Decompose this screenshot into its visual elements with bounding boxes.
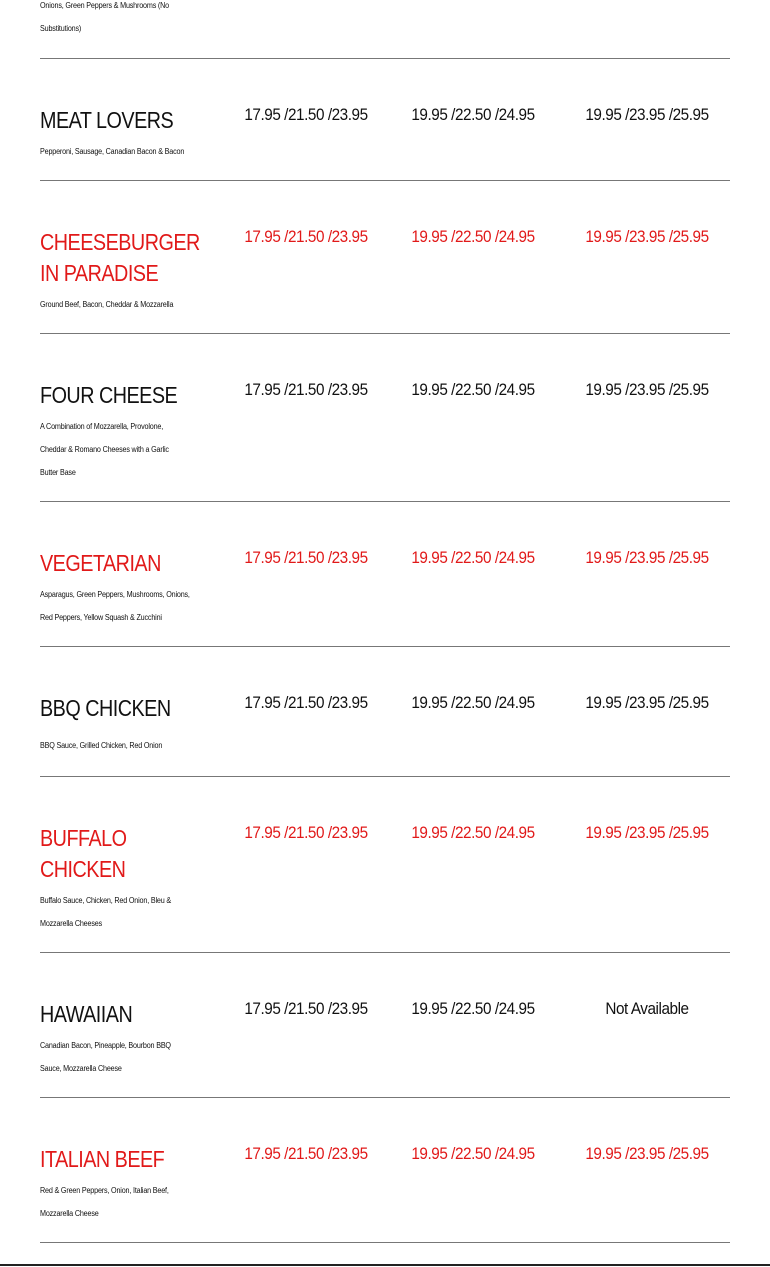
item-description: Ground Beef, Bacon, Cheddar & Mozzarella bbox=[40, 300, 174, 309]
item-description: Red Peppers, Yellow Squash & Zucchini bbox=[40, 613, 162, 622]
price-regular: 17.95 /21.50 /23.95 bbox=[244, 999, 368, 1018]
item-description: Sauce, Mozzarella Cheese bbox=[40, 1064, 122, 1073]
row-divider bbox=[40, 180, 730, 181]
row-divider bbox=[40, 333, 730, 334]
row-divider bbox=[40, 58, 730, 59]
price-deep-dish: 19.95 /23.95 /25.95 bbox=[585, 548, 709, 567]
price-deep-dish: 19.95 /23.95 /25.95 bbox=[585, 823, 709, 842]
row-divider bbox=[40, 776, 730, 777]
price-deep-dish: 19.95 /23.95 /25.95 bbox=[585, 105, 709, 124]
item-name: MEAT LOVERS bbox=[40, 107, 174, 133]
row-divider bbox=[40, 501, 730, 502]
item-name: VEGETARIAN bbox=[40, 550, 161, 576]
price-gluten-free: 19.95 /22.50 /24.95 bbox=[411, 823, 535, 842]
item-description: Onions, Green Peppers & Mushrooms (No bbox=[40, 1, 170, 10]
price-deep-dish: 19.95 /23.95 /25.95 bbox=[585, 380, 709, 399]
item-description: Butter Base bbox=[40, 468, 76, 477]
item-description: Asparagus, Green Peppers, Mushrooms, Onions, bbox=[40, 590, 190, 599]
item-name: CHEESEBURGER IN PARADISE bbox=[40, 229, 200, 286]
row-divider bbox=[40, 1097, 730, 1098]
item-description: Pepperoni, Sausage, Canadian Bacon & Bacon bbox=[40, 147, 185, 156]
price-regular: 17.95 /21.50 /23.95 bbox=[244, 227, 368, 246]
row-divider bbox=[40, 952, 730, 953]
price-gluten-free: 19.95 /22.50 /24.95 bbox=[411, 380, 535, 399]
item-name: ITALIAN BEEF bbox=[40, 1146, 165, 1172]
price-gluten-free: 19.95 /22.50 /24.95 bbox=[411, 1144, 535, 1163]
item-description: Red & Green Peppers, Onion, Italian Beef, bbox=[40, 1186, 169, 1195]
price-regular: 17.95 /21.50 /23.95 bbox=[244, 1144, 368, 1163]
price-gluten-free: 19.95 /22.50 /24.95 bbox=[411, 693, 535, 712]
item-description: BBQ Sauce, Grilled Chicken, Red Onion bbox=[40, 741, 163, 750]
price-deep-dish: Not Available bbox=[605, 999, 689, 1018]
price-regular: 17.95 /21.50 /23.95 bbox=[244, 693, 368, 712]
item-name: BBQ CHICKEN bbox=[40, 695, 171, 721]
price-deep-dish: 19.95 /23.95 /25.95 bbox=[585, 693, 709, 712]
item-description: Mozzarella Cheese bbox=[40, 1209, 99, 1218]
price-gluten-free: 19.95 /22.50 /24.95 bbox=[411, 105, 535, 124]
item-name: BUFFALO CHICKEN bbox=[40, 825, 127, 882]
price-regular: 17.95 /21.50 /23.95 bbox=[244, 380, 368, 399]
item-name: FOUR CHEESE bbox=[40, 382, 178, 408]
price-deep-dish: 19.95 /23.95 /25.95 bbox=[585, 1144, 709, 1163]
item-name: HAWAIIAN bbox=[40, 1001, 133, 1027]
price-gluten-free: 19.95 /22.50 /24.95 bbox=[411, 999, 535, 1018]
item-description: Cheddar & Romano Cheeses with a Garlic bbox=[40, 445, 169, 454]
price-gluten-free: 19.95 /22.50 /24.95 bbox=[411, 548, 535, 567]
item-description: Canadian Bacon, Pineapple, Bourbon BBQ bbox=[40, 1041, 171, 1050]
item-description: Mozzarella Cheeses bbox=[40, 919, 103, 928]
price-regular: 17.95 /21.50 /23.95 bbox=[244, 105, 368, 124]
price-regular: 17.95 /21.50 /23.95 bbox=[244, 823, 368, 842]
item-description: A Combination of Mozzarella, Provolone, bbox=[40, 422, 164, 431]
row-divider bbox=[40, 1242, 730, 1243]
price-deep-dish: 19.95 /23.95 /25.95 bbox=[585, 227, 709, 246]
item-description: Substitutions) bbox=[40, 24, 82, 33]
row-divider bbox=[40, 646, 730, 647]
item-description: Buffalo Sauce, Chicken, Red Onion, Bleu & bbox=[40, 896, 171, 905]
page-bottom-rule bbox=[0, 1264, 770, 1266]
price-regular: 17.95 /21.50 /23.95 bbox=[244, 548, 368, 567]
price-gluten-free: 19.95 /22.50 /24.95 bbox=[411, 227, 535, 246]
